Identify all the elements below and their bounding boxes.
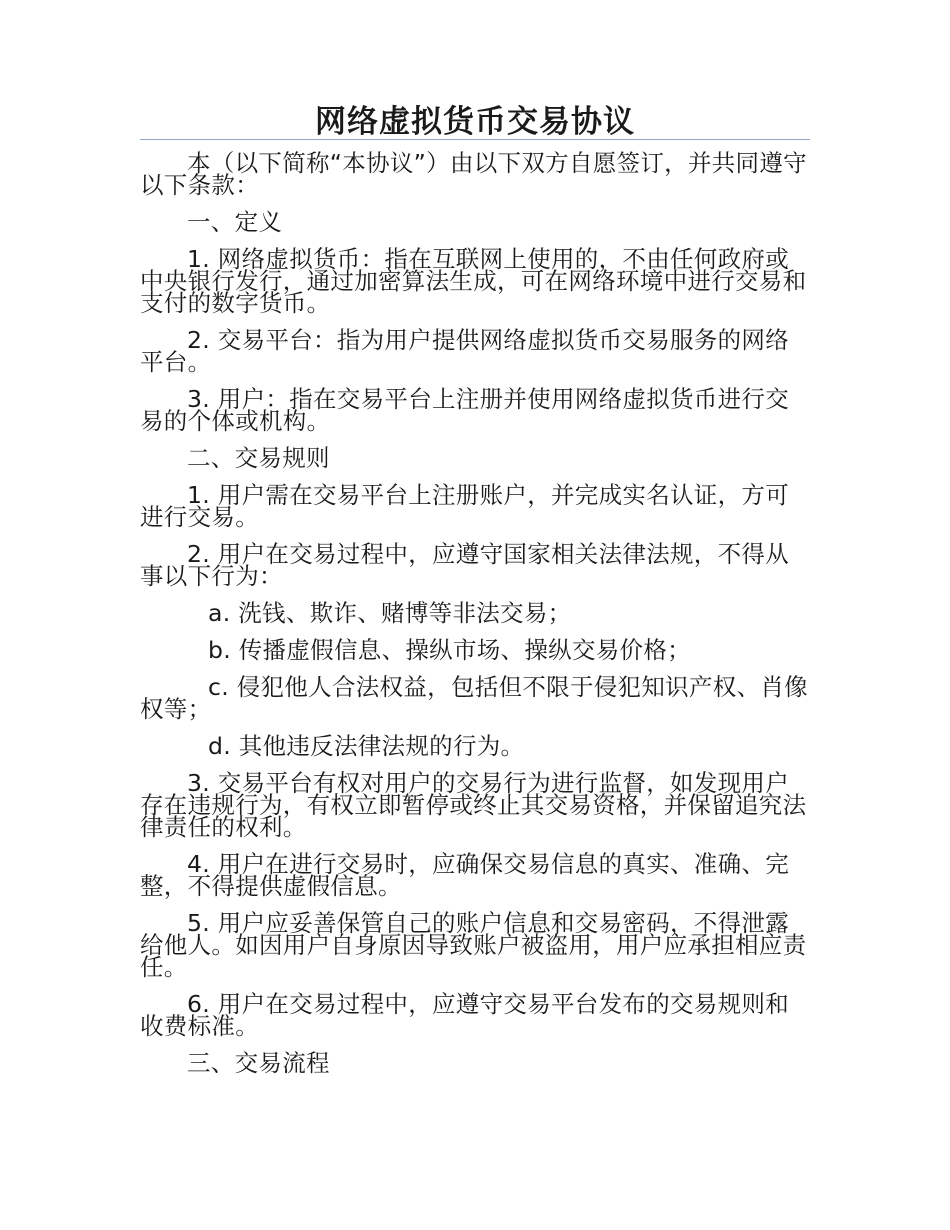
clause-rule-1: 1. 用户需在交易平台上注册账户，并完成实名认证，方可进行交易。 — [140, 481, 789, 531]
clause-rule-3: 3. 交易平台有权对用户的交易行为进行监督，如发现用户存在违规行为，有权立即暂停或终止其交易资格，并保留追究法律责任的权利。 — [140, 769, 807, 841]
clause-rule-2: 2. 用户在交易过程中，应遵守国家相关法律法规，不得从事以下行为： — [140, 540, 789, 590]
subclause-rule-2c: c. 侵犯他人合法权益，包括但不限于侵犯知识产权、肖像权等； — [140, 673, 808, 723]
section-heading-trading-rules: 二、交易规则 — [187, 444, 330, 472]
section-heading-trading-process: 三、交易流程 — [187, 1049, 330, 1077]
clause-rule-6: 6. 用户在交易过程中，应遵守交易平台发布的交易规则和收费标准。 — [140, 990, 789, 1040]
clause-definition-2: 2. 交易平台：指为用户提供网络虚拟货币交易服务的网络平台。 — [140, 326, 789, 376]
clause-rule-5: 5. 用户应妥善保管自己的账户信息和交易密码，不得泄露给他人。如因用户自身原因导致账户被盗用，用户应承担相应责任。 — [140, 909, 807, 981]
section-heading-definitions: 一、定义 — [187, 208, 283, 236]
document-body — [140, 149, 810, 1089]
subclause-rule-2b: b. 传播虚假信息、操纵市场、操纵交易价格； — [208, 636, 691, 664]
clause-definition-3: 3. 用户：指在交易平台上注册并使用网络虚拟货币进行交易的个体或机构。 — [140, 385, 789, 435]
title-underline — [140, 139, 810, 140]
clause-definition-1: 1. 网络虚拟货币：指在互联网上使用的，不由任何政府或中央银行发行，通过加密算法生成，可在网络环境中进行交易和支付的数字货币。 — [140, 245, 807, 317]
intro-paragraph: 本（以下简称“本协议”）由以下双方自愿签订，并共同遵守以下条款： — [140, 149, 807, 199]
clause-rule-4: 4. 用户在进行交易时，应确保交易信息的真实、准确、完整，不得提供虚假信息。 — [140, 850, 789, 900]
subclause-rule-2d: d. 其他违反法律法规的行为。 — [208, 732, 525, 760]
subclause-rule-2a: a. 洗钱、欺诈、赌博等非法交易； — [208, 599, 572, 627]
document-title: 网络虚拟货币交易协议 — [315, 104, 635, 140]
